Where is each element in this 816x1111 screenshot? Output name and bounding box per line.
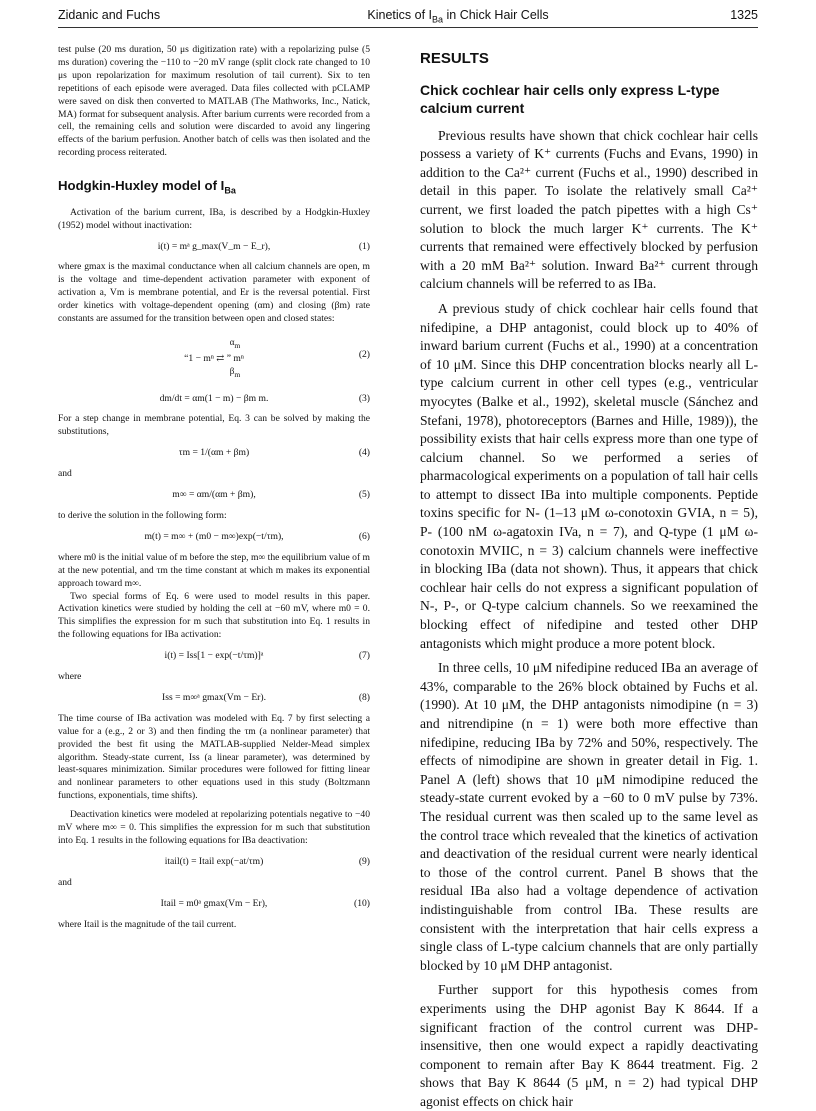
- equation-1: i(t) = mᵃ g_max(V_m − E_r), (1): [157, 240, 370, 252]
- left-column: [58, 44, 370, 932]
- paragraph: Previous results have shown that chick cochlear hair cells possess a variety of K⁺ currents (Fuchs and Evans, 1990) in addition to the Ca²⁺ current (Fuchs et al., 1990) described in detail in this paper. To isolate the relatively small Ca²⁺ current, we first loaded the patch pipettes with a high Cs⁺ solution to block the much larger K⁺ currents. The K⁺ currents that remained were effectively blocked by perfusion with a 20 mM Ba²⁺ solution. Inward Ba²⁺ current through calcium channels will be referred to as IBa.: [420, 127, 758, 292]
- right-column: [420, 50, 758, 1111]
- section-heading: Hodgkin-Huxley model of $I_{Ba}$: [58, 178, 236, 196]
- equation-6: m(t) = m∞ + (m0 − m∞)exp(−t/τm), (6): [144, 530, 370, 542]
- header-authors: Zidanic and Fuchs: [58, 8, 161, 22]
- paragraph: In three cells, 10 μM nifedipine reduced IBa an average of 43%, comparable to the 26% block obtained by Fuchs et al. (1990). At 10 μM, the DHP antagonists nimodipine (n = 3) and nitrendipine (n = 1) were both more effective than nifedipine, reducing IBa by 72% and 50%, respectively. The effects of nimodipine are shown in greater detail in Fig. 1. Panel A (left) shows that 10 μM nimodipine reduced the steady-state current evoked by a −60 to 0 mV pulse by 73%. The residual current was then scaled up to the same level as the control trace which revealed that the kinetics of activation and deactivation of the residual current were nearly identical to those of the control current. Panel B shows that the residual IBa also had a voltage dependence of activation indistinguishable from control IBa. These results are consistent with the interpretation that hair cells express a single class of L-type calcium channels that are only partially blocked by 10 μM DHP antagonist.: [420, 660, 758, 973]
- equation-2: $\alpha_m$ “1 − mⁿ ⇄ ” mⁿ $\beta_m$ (2): [184, 336, 370, 379]
- paragraph: test pulse (20 ms duration, 50 μs digitization rate) with a repolarizing pulse (5 ms duration) covering the −110 to −20 mV range (split clock rate changed to 10 μs upon repolarization for maximum resolution of tail current). Six to ten repetitions of each episode were averaged. Data files collected with pCLAMP were saved on disk then converted to MATLAB (The Mathworks, Inc., Natick, MA) format for subsequent analysis. After barium currents were recorded from a cell, the remaining cells and solution were discarded to avoid any lingering effects of the barium perfusion. Another batch of cells was then isolated and the recording process reiterated.: [58, 44, 370, 159]
- running-header: [58, 8, 758, 26]
- paragraph: where gmax is the maximal conductance when all calcium channels are open, m is the voltage and time-dependent activation parameter with exponent of activation a, Vm is membrane potential, and Er is the reversal potential. First order kinetics with voltage-dependent opening (αm) and closing (βm) rate constants are assumed for the transition between open and closed states:: [58, 261, 370, 325]
- equation-9: itail(t) = Itail exp(−at/τm) (9): [164, 855, 370, 867]
- paragraph: where m0 is the initial value of m before the step, m∞ the equilibrium value of m at the new potential, and τm the time constant at which m makes its exponential approach toward m∞.: [58, 551, 370, 589]
- paragraph: where: [58, 671, 82, 683]
- paragraph: Two special forms of Eq. 6 were used to model results in this paper. Activation kinetics were studied by holding the cell at −60 mV, where m0 = 0. This simplifies the expression for m such that substitution into Eq. 1 results in the following equations for IBa activation:: [58, 590, 370, 641]
- subsection-heading: Chick cochlear hair cells only express L-type calcium current: [420, 81, 720, 116]
- paragraph: A previous study of chick cochlear hair cells found that nifedipine, a DHP antagonist, could block up to 40% of inward barium current (Fuchs et al., 1990) at a concentration of 10 μM. Since this DHP concentration blocks nearly all L-type calcium current in other cell types (e.g., ventricular myocytes (Balke et al., 1992), skeletal muscle (Sánchez and Stefani, 1978), photoreceptors (Barnes and Hille, 1989)), the possibility exists that hair cells express more than one type of calcium channel. So we performed a series of pharmacological experiments on a population of tall hair cells to attempt to dissect IBa into multiple components. Peptide toxins specific for N- (1–13 μM ω-conotoxin GVIA, n = 5), P- (100 nM ω-agatoxin IVa, n = 7), and Q-type (1 μM ω-conotoxin MVIIC, n = 3) calcium channels were ineffective in blocking IBa (data not shown). Thus, it appears that chick cochlear hair cells do not express a significant population of N-, P-, or Q-type calcium channels. So we reexamined the blocking effect of nifedipine and tested other DHP antagonists which might produce a more potent block.: [420, 300, 758, 651]
- paragraph: Deactivation kinetics were modeled at repolarizing potentials negative to −40 mV where m∞ = 0. This simplifies the expression for m such that substitution into Eq. 1 results in the following equations for IBa deactivation:: [58, 809, 370, 847]
- equation-8: Iss = m∞ᵃ gmax(Vm − Er). (8): [162, 691, 370, 703]
- results-heading: RESULTS: [420, 50, 489, 67]
- paragraph: where Itail is the magnitude of the tail current.: [58, 918, 237, 930]
- paragraph: to derive the solution in the following form:: [58, 509, 227, 521]
- paragraph: Further support for this hypothesis comes from experiments using the DHP agonist Bay K 8644. If a significant fraction of the control current was DHP-insensitive, then one would expect a rapidly deactivating component to remain after Bay K 8644 treatment. Fig. 2 shows that Bay K 8644 (5 μM, n = 2) had typical DHP agonist effects on chick hair: [420, 982, 758, 1109]
- equation-10: Itail = m0ᵃ gmax(Vm − Er), (10): [160, 897, 370, 909]
- equation-7: i(t) = Iss[1 − exp(−t/τm)]ᵃ (7): [164, 650, 370, 662]
- paragraph: For a step change in membrane potential, Eq. 3 can be solved by making the substitutions,: [58, 413, 370, 438]
- paragraph: The time course of IBa activation was modeled with Eq. 7 by first selecting a value for a (e.g., 2 or 3) and then finding the τm (a nonlinear parameter) that provided the best fit using the MATLAB-supplied Nelder-Mead simplex algorithm. Steady-state current, Iss (a linear parameter), was determined by least-squares minimization. Similar procedures were followed for fitting linear and nonlinear parameters to other equations used in this study (Boltzmann functions, exponentials, time shifts).: [58, 712, 370, 802]
- paragraph: and: [58, 468, 72, 480]
- paragraph: and: [58, 876, 72, 888]
- equation-5: m∞ = αm/(αm + βm), (5): [172, 489, 370, 501]
- equation-3: dm/dt = αm(1 − m) − βm m. (3): [159, 392, 370, 404]
- header-title: Kinetics of $I_{Ba}$ in Chick Hair Cells: [367, 8, 549, 25]
- header-rule: [58, 27, 758, 28]
- paragraph: Activation of the barium current, IBa, is described by a Hodgkin-Huxley (1952) model without inactivation:: [58, 206, 370, 231]
- page-number: 1325: [730, 8, 758, 22]
- equation-4: τm = 1/(αm + βm) (4): [178, 447, 370, 459]
